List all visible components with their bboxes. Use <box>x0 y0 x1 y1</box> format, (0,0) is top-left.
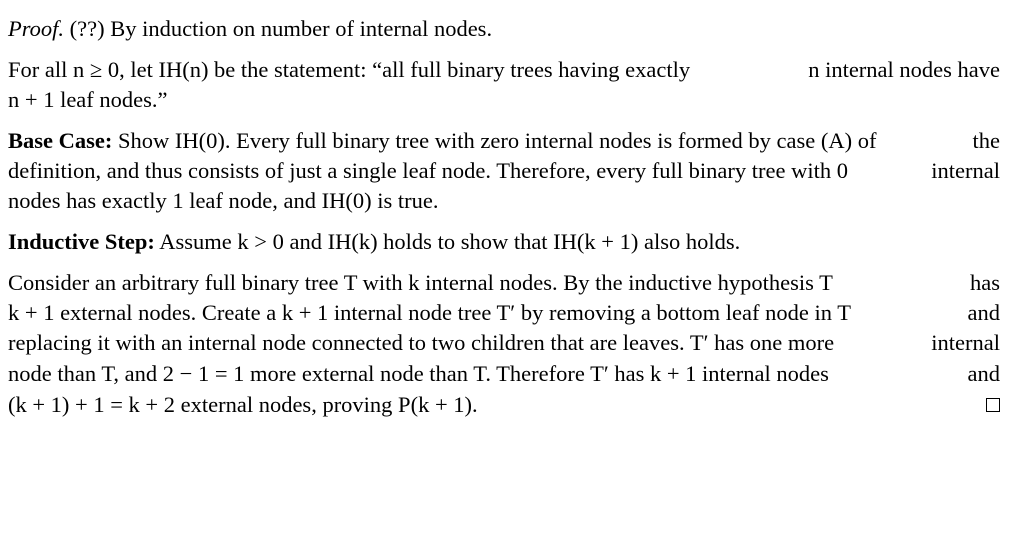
base-case-line-1 <box>8 126 1000 156</box>
inductive-step-text: Assume k > 0 and IH(k) holds to show that IH(k + 1) also holds. <box>159 229 741 254</box>
base-case-line-2 <box>8 156 1000 186</box>
base-case-line-3 <box>8 186 438 216</box>
proof-label: Proof. <box>8 16 65 41</box>
consider-text-3a: replacing it with an internal node connected to two children that are leaves. T′ has one more <box>8 330 835 355</box>
base-case-text-2a: definition, and thus consists of just a single leaf node. Therefore, every full binary tree with 0 <box>8 158 848 183</box>
consider-line-2 <box>8 298 1000 328</box>
statement-text-2: n + 1 leaf nodes.” <box>8 87 168 112</box>
qed-square-icon <box>986 398 1000 412</box>
consider-text-4a: node than T, and 2 − 1 = 1 more external node than T. Therefore T′ has k + 1 internal nodes <box>8 361 829 386</box>
consider-text-5: (k + 1) + 1 = k + 2 external nodes, proving P(k + 1). <box>8 392 478 417</box>
consider-line-1 <box>8 268 1000 298</box>
proof-intro-text: (??) By induction on number of internal nodes. <box>69 16 493 41</box>
base-case-text-1a: Show IH(0). Every full binary tree with zero internal nodes is formed by case (A) of <box>117 128 877 153</box>
consider-text-4b: and <box>967 361 1000 386</box>
consider-text-3b: internal <box>931 330 1000 355</box>
base-case-text-3: nodes has exactly 1 leaf node, and IH(0) is true. <box>8 188 439 213</box>
consider-text-1b: has <box>970 270 1000 295</box>
inductive-step-label: Inductive Step: <box>8 229 155 254</box>
statement-line-1 <box>8 55 1000 85</box>
proof-intro-line <box>8 14 492 44</box>
consider-text-2b: and <box>967 300 1000 325</box>
base-case-text-2b: internal <box>931 158 1000 183</box>
consider-line-5 <box>8 390 478 420</box>
base-case-first <box>8 126 877 156</box>
base-case-text-1b: the <box>972 128 1000 153</box>
statement-text-1b: n internal nodes have <box>808 57 1000 82</box>
consider-text-2a: k + 1 external nodes. Create a k + 1 internal node tree T′ by removing a bottom leaf node in T <box>8 300 851 325</box>
base-case-label: Base Case: <box>8 128 113 153</box>
consider-line-4 <box>8 359 1000 389</box>
statement-text-1a: For all n ≥ 0, let IH(n) be the statement: “all full binary trees having exactly <box>8 57 691 82</box>
inductive-step-line <box>8 227 740 257</box>
statement-line-2 <box>8 85 168 115</box>
consider-text-1a: Consider an arbitrary full binary tree T with k internal nodes. By the inductive hypothesis T <box>8 270 833 295</box>
consider-line-3 <box>8 328 1000 358</box>
